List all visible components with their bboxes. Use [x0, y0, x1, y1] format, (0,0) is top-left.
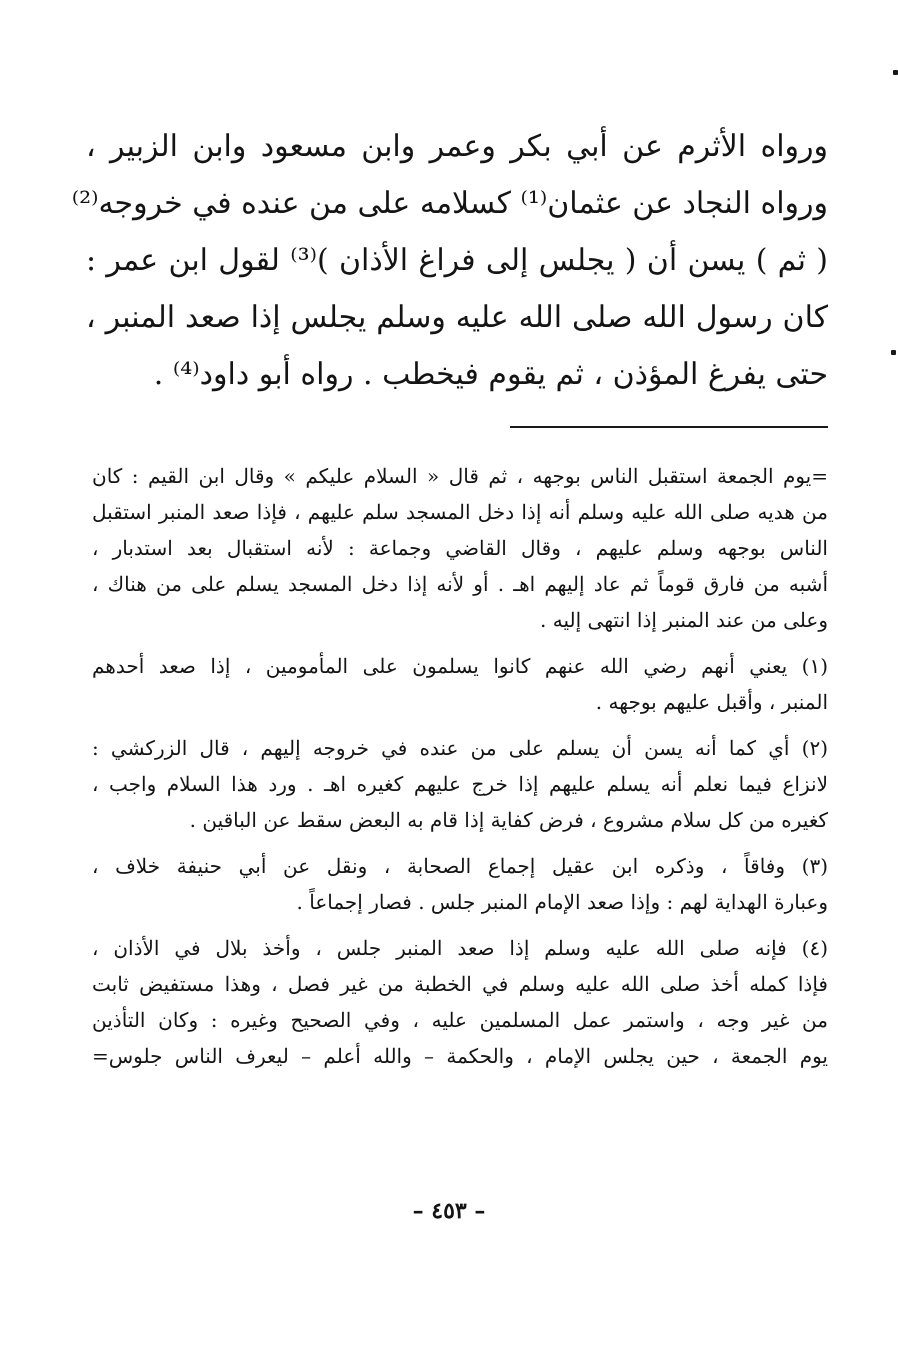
footnote-line: يوم الجمعة ، حين يجلس الإمام ، والحكمة – والله أعلم – ليعرف الناس جلوس=	[92, 1044, 828, 1068]
footnote-continuation	[92, 458, 828, 638]
footnote-line: المنبر ، وأقبل عليهم بوجهه .	[595, 690, 828, 714]
footnote-line: كغيره من كل سلام مشروع ، فرض كفاية إذا قام به البعض سقط عن الباقين .	[189, 808, 828, 832]
footnote-line: وعبارة الهداية لهم : وإذا صعد الإمام المنبر جلس . فصار إجماعاً .	[296, 890, 828, 914]
main-text-line: ورواه الأثرم عن أبي بكر وعمر وابن مسعود وابن الزبير ،	[86, 129, 828, 164]
main-text	[71, 118, 828, 403]
footnote-line: من غير وجه ، واستمر عمل المسلمين عليه ، وفي الصحيح وغيره : وكان التأذين	[92, 1008, 828, 1032]
footnote-line: (٤) فإنه صلى الله عليه وسلم إذا صعد المنبر جلس ، وأخذ بلال في الأذان ،	[92, 936, 828, 960]
footnote-3	[92, 848, 828, 920]
footnote-line: لانزاع فيما نعلم أنه يسلم عليهم إذا خرج عليهم كغيره اهـ . ورد هذا السلام واجب ،	[92, 772, 828, 796]
footnote-line: (٣) وفاقاً ، وذكره ابن عقيل إجماع الصحابة ، ونقل عن أبي حنيفة خلاف ،	[92, 854, 828, 878]
main-text-line: ( ثم ) يسن أن ( يجلس إلى فراغ الأذان )⁽³⁾ لقول ابن عمر :	[86, 243, 828, 278]
margin-mark-top	[893, 70, 898, 75]
footnote-2	[92, 730, 828, 838]
main-text-line: كان رسول الله صلى الله عليه وسلم يجلس إذا صعد المنبر ،	[86, 300, 828, 335]
footnote-line: وعلى من عند المنبر إذا انتهى إليه .	[540, 608, 828, 632]
footnotes	[92, 458, 828, 1084]
footnote-line: (٢) أي كما أنه يسن أن يسلم على من عنده في خروجه إليهم ، قال الزركشي :	[92, 736, 828, 760]
footnote-4	[92, 930, 828, 1074]
main-text-line: ورواه النجاد عن عثمان⁽¹⁾ كسلامه على من عنده في خروجه⁽²⁾	[71, 186, 828, 221]
footnote-line: فإذا كمله أخذ صلى الله عليه وسلم في الخطبة من غير فصل ، وهذا مستفيض ثابت	[92, 972, 828, 996]
footnote-1	[92, 648, 828, 720]
main-text-line: حتى يفرغ المؤذن ، ثم يقوم فيخطب . رواه أبو داود⁽⁴⁾ .	[153, 357, 828, 392]
footnote-line: الناس بوجهه وسلم عليهم ، وقال القاضي وجماعة : لأنه استقبال بعد استدبار ،	[92, 536, 828, 560]
footnote-line: =يوم الجمعة استقبل الناس بوجهه ، ثم قال « السلام عليكم » وقال ابن القيم : كان	[92, 464, 828, 488]
footnote-line: (١) يعني أنهم رضي الله عنهم كانوا يسلمون على المأمومين ، إذا صعد أحدهم	[92, 654, 828, 678]
margin-mark-middle	[891, 350, 896, 355]
footnote-separator	[510, 426, 828, 428]
footnote-line: أشبه من فارق قوماً ثم عاد إليهم اهـ . أو لأنه إذا دخل المسجد يسلم على من هناك ،	[92, 572, 828, 596]
page-number: – ٤٥٣ –	[412, 1198, 486, 1224]
footnote-line: من هديه صلى الله عليه وسلم أنه إذا دخل المسجد سلم عليهم ، فإذا صعد المنبر استقبل	[92, 500, 828, 524]
